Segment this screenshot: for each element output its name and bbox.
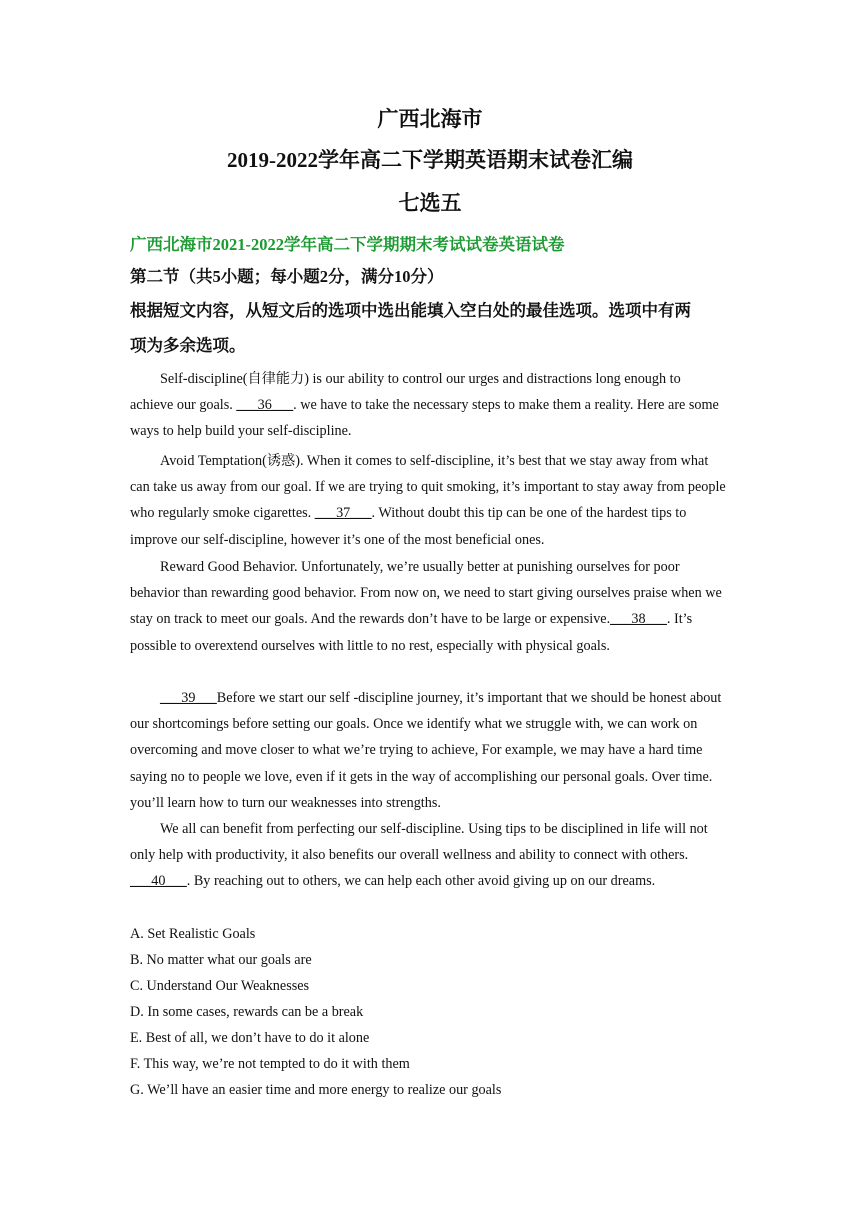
title-collection: 2019-2022学年高二下学期英语期末试卷汇编: [227, 148, 633, 172]
option-c: C. Understand Our Weaknesses: [130, 978, 310, 994]
passage-paragraph-3: [130, 554, 726, 659]
title-region: 广西北海市: [377, 107, 483, 131]
paragraph-text: Reward Good Behavior. Unfortunately, we’re usually better at punishing ourselves for poor behavior than rewarding good behavior. From now on, we need to start giving ourselves praise when we stay on track to meet our goals. And the rewards don’t have to be large or expensive.: [130, 559, 722, 628]
option-b: B. No matter what our goals are: [130, 952, 312, 968]
passage-paragraph-1: [130, 366, 726, 445]
instruction-line-2: 项为多余选项。: [130, 336, 246, 355]
option-d: D. In some cases, rewards can be a break: [130, 1004, 364, 1020]
passage-paragraph-2: [130, 448, 726, 553]
paragraph-text: . It’s possible to overextend ourselves with little to no rest, especially with physical goals.: [130, 611, 693, 654]
exam-source-heading: 广西北海市2021-2022学年高二下学期期末考试试卷英语试卷: [130, 235, 565, 254]
blank-37: ___37___: [314, 505, 372, 522]
passage-paragraph-4: [130, 685, 726, 816]
paragraph-text: . Without doubt this tip can be one of the hardest tips to improve our self-discipline, however it’s one of the most beneficial ones.: [130, 505, 687, 548]
option-e: E. Best of all, we don’t have to do it alone: [130, 1030, 370, 1046]
blank-38: ___38___: [610, 611, 667, 628]
passage-paragraph-5: [130, 816, 726, 895]
paragraph-text: . By reaching out to others, we can help each other avoid giving up on our dreams.: [186, 873, 656, 890]
paragraph-text: Before we start our self -discipline journey, it’s important that we should be honest about our shortcomings before setting our goals. Once we identify what we struggle with, we can work on overcoming and move closer to what we’re trying to achieve, For example, we may have a hard time saying no to people we love, even if it gets in the way of accomplishing our personal goals. Over time. you’ll learn how to turn our weaknesses into strengths.: [130, 690, 722, 811]
paragraph-text: We all can benefit from perfecting our self-discipline. Using tips to be disciplined in life will not only help with productivity, it also benefits our overall wellness and ability to connect with others.: [130, 821, 708, 864]
section-heading: 第二节（共5小题；每小题2分，满分10分）: [130, 267, 444, 286]
blank-40: ___40___: [130, 873, 187, 890]
option-g: G. We’ll have an easier time and more energy to realize our goals: [130, 1082, 502, 1098]
paragraph-text: Self-discipline(自律能力) is our ability to control our urges and distractions long enough to achieve our goals.: [130, 371, 681, 414]
instruction-line-1: 根据短文内容，从短文后的选项中选出能填入空白处的最佳选项。选项中有两: [130, 301, 691, 320]
option-a: A. Set Realistic Goals: [130, 926, 256, 942]
paragraph-text: . we have to take the necessary steps to make them a reality. Here are some ways to help build your self-discipline.: [130, 397, 719, 440]
paragraph-text: Avoid Temptation(诱惑). When it comes to self-discipline, it’s best that we stay away from what can take us away from our goal. If we are trying to quit smoking, it’s important to stay away from people who regularly smoke cigarettes.: [130, 453, 726, 522]
title-question-type: 七选五: [398, 191, 462, 215]
blank-39: ___39___: [160, 690, 217, 706]
option-f: F. This way, we’re not tempted to do it with them: [130, 1056, 410, 1072]
blank-36: ___36___: [236, 397, 294, 414]
